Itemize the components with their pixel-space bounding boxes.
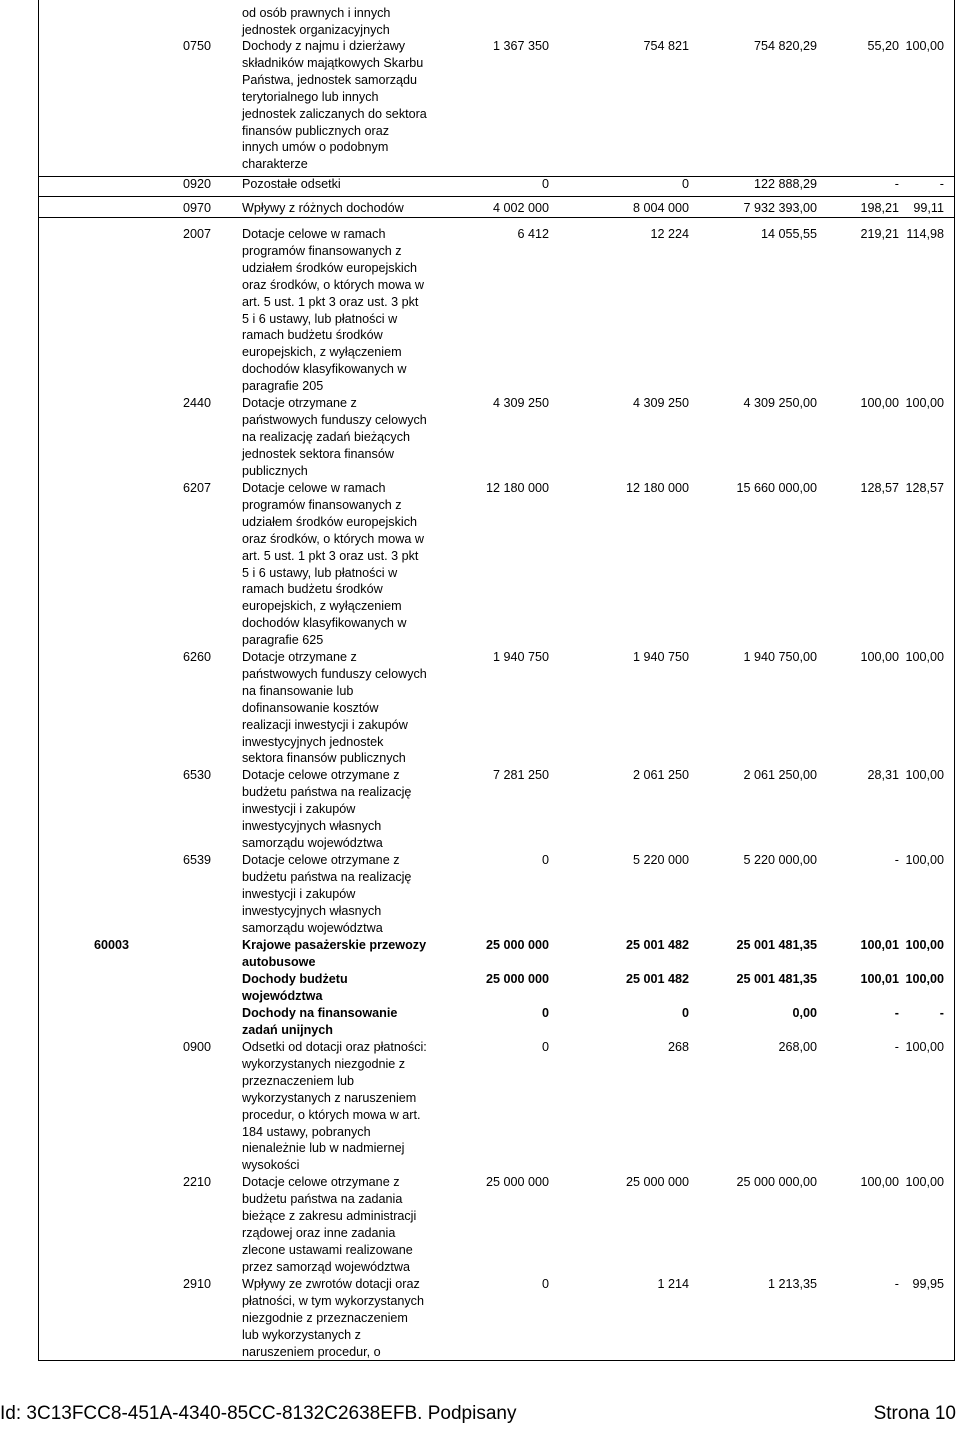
item-name: Dotacje celowe otrzymane z budżetu państwa na zadania bieżące z zakresu administracji rządowej oraz inne zadania zlecone ustawami realizowane przez samorząd województwa (242, 1175, 417, 1274)
item-name: Dotacje celowe otrzymane z budżetu państwa na realizację inwestycji i zakupów inwestycyjnych własnych samorządu województwa (242, 853, 412, 935)
item-name: Dotacje celowe otrzymane z budżetu państwa na realizację inwestycji i zakupów inwestycyjnych własnych samorządu województwa (242, 768, 412, 850)
percent-of-plan-after-changes: 100,00 (905, 650, 944, 664)
plan-value: 1 367 350 (492, 39, 549, 53)
percent-of-plan-after-changes: 99,11 (913, 201, 944, 215)
plan-after-changes: 1 940 750 (632, 650, 689, 664)
percent-of-plan: 100,00 (860, 396, 899, 410)
item-name: Dotacje celowe w ramach programów finansowanych z udziałem środków europejskich oraz środków, o których mowa w art. 5 ust. 1 pkt 3 oraz ust. 3 pkt 5 i 6 ustawy, lub płatności w ramach budżetu środków europejskich, z wyłączeniem dochodów klasyfikowanych w paragrafie 625 (242, 481, 424, 648)
paragraph-code: 6539 (183, 853, 212, 867)
paragraph-code: 0970 (183, 201, 212, 215)
percent-of-plan-after-changes: 100,00 (905, 396, 944, 410)
percent-of-plan-after-changes: 100,00 (905, 39, 944, 53)
executed-value: 268,00 (778, 1040, 817, 1054)
percent-of-plan: 28,31 (867, 768, 899, 782)
plan-after-changes: 0 (681, 177, 689, 191)
paragraph-code: 2440 (183, 396, 212, 410)
plan-after-changes: 12 224 (650, 227, 689, 241)
percent-of-plan-after-changes: 100,00 (905, 768, 944, 782)
plan-value: 0 (541, 1006, 549, 1020)
item-name: od osób prawnych i innych jednostek organizacyjnych (242, 6, 391, 37)
row-separator (39, 196, 954, 197)
plan-value: 7 281 250 (492, 768, 549, 782)
plan-after-changes: 1 214 (657, 1277, 689, 1291)
plan-value: 4 002 000 (492, 201, 549, 215)
item-name: Dochody budżetu województwa (242, 972, 348, 1003)
plan-after-changes: 4 309 250 (632, 396, 689, 410)
executed-value: 4 309 250,00 (743, 396, 817, 410)
plan-value: 25 000 000 (485, 1175, 549, 1189)
paragraph-code: 0750 (183, 39, 212, 53)
percent-of-plan: - (894, 1040, 899, 1054)
percent-of-plan-after-changes: 100,00 (905, 1040, 944, 1054)
paragraph-code: 0920 (183, 177, 212, 191)
plan-value: 25 000 000 (485, 972, 549, 986)
executed-value: 7 932 393,00 (743, 201, 817, 215)
paragraph-code: 0900 (183, 1040, 212, 1054)
percent-of-plan: 198,21 (860, 201, 899, 215)
plan-after-changes: 25 001 482 (625, 938, 689, 952)
plan-after-changes: 5 220 000 (632, 853, 689, 867)
page-footer (0, 1403, 960, 1433)
item-name: Wpływy ze zwrotów dotacji oraz płatności, w tym wykorzystanych niezgodnie z przeznaczeniem lub wykorzystanych z naruszeniem procedur, o (242, 1277, 424, 1359)
paragraph-code: 2210 (183, 1175, 212, 1189)
item-name: Dotacje celowe w ramach programów finansowanych z udziałem środków europejskich oraz środków, o których mowa w art. 5 ust. 1 pkt 3 oraz ust. 3 pkt 5 i 6 ustawy, lub płatności w ramach budżetu środków europejskich, z wyłączeniem dochodów klasyfikowanych w paragrafie 205 (242, 227, 424, 394)
plan-value: 6 412 (517, 227, 549, 241)
plan-value: 0 (541, 1277, 549, 1291)
percent-of-plan-after-changes: 114,98 (906, 227, 944, 241)
percent-of-plan: 100,01 (860, 938, 899, 952)
item-name: Dochody na finansowanie zadań unijnych (242, 1006, 398, 1037)
percent-of-plan: - (894, 177, 899, 191)
percent-of-plan-after-changes: 100,00 (905, 938, 944, 952)
plan-after-changes: 8 004 000 (632, 201, 689, 215)
percent-of-plan: 100,00 (860, 650, 899, 664)
plan-value: 0 (541, 177, 549, 191)
executed-value: 15 660 000,00 (736, 481, 817, 495)
item-name: Krajowe pasażerskie przewozy autobusowe (242, 938, 427, 969)
plan-value: 0 (541, 853, 549, 867)
item-name: Dotacje otrzymane z państwowych funduszy celowych na realizację zadań bieżących jednostek sektora finansów publicznych (242, 396, 427, 478)
document-id: Id: 3C13FCC8-451A-4340-85CC-8132C2638EFB. Podpisany (0, 1403, 517, 1424)
percent-of-plan: 100,01 (860, 972, 899, 986)
paragraph-code: 6207 (183, 481, 212, 495)
item-name: Dotacje otrzymane z państwowych funduszy celowych na finansowanie lub dofinansowanie kosztów realizacji inwestycji i zakupów inwestycyjnych jednostek sektora finansów publicznych (242, 650, 427, 766)
executed-value: 14 055,55 (760, 227, 817, 241)
executed-value: 754 820,29 (753, 39, 817, 53)
item-name: Dochody z najmu i dzierżawy składników majątkowych Skarbu Państwa, jednostek samorządu terytorialnego lub innych jednostek zaliczanych do sektora finansów publicznych oraz innych umów o podobnym charakterze (242, 39, 427, 172)
plan-value: 0 (541, 1040, 549, 1054)
item-name: Odsetki od dotacji oraz płatności: wykorzystanych niezgodnie z przeznaczeniem lub wykorzystanych z naruszeniem procedur, o których mowa w art. 184 ustawy, pobranych nienależnie lub w nadmiernej wysokości (242, 1040, 427, 1173)
plan-after-changes: 25 000 000 (625, 1175, 689, 1189)
item-name: Wpływy z różnych dochodów (242, 201, 404, 215)
plan-after-changes: 268 (667, 1040, 689, 1054)
plan-value: 1 940 750 (492, 650, 549, 664)
percent-of-plan-after-changes: 100,00 (905, 972, 944, 986)
percent-of-plan-after-changes: - (939, 177, 944, 191)
item-name: Pozostałe odsetki (242, 177, 341, 191)
executed-value: 25 001 481,35 (736, 938, 817, 952)
percent-of-plan: - (894, 1006, 899, 1020)
executed-value: 25 000 000,00 (736, 1175, 817, 1189)
plan-after-changes: 754 821 (643, 39, 689, 53)
percent-of-plan-after-changes: 99,95 (912, 1277, 944, 1291)
plan-value: 4 309 250 (492, 396, 549, 410)
executed-value: 0,00 (792, 1006, 817, 1020)
percent-of-plan: 100,00 (860, 1175, 899, 1189)
section-code: 60003 (94, 938, 130, 952)
executed-value: 5 220 000,00 (743, 853, 817, 867)
plan-after-changes: 0 (681, 1006, 689, 1020)
row-separator (39, 217, 954, 218)
executed-value: 1 213,35 (767, 1277, 817, 1291)
percent-of-plan-after-changes: 100,00 (905, 1175, 944, 1189)
percent-of-plan: 219,21 (860, 227, 899, 241)
plan-value: 12 180 000 (485, 481, 549, 495)
percent-of-plan: - (894, 853, 899, 867)
percent-of-plan-after-changes: 128,57 (905, 481, 944, 495)
percent-of-plan: 55,20 (867, 39, 899, 53)
percent-of-plan: 128,57 (860, 481, 899, 495)
plan-after-changes: 12 180 000 (625, 481, 689, 495)
paragraph-code: 2910 (183, 1277, 212, 1291)
executed-value: 1 940 750,00 (743, 650, 817, 664)
paragraph-code: 2007 (183, 227, 212, 241)
paragraph-code: 6530 (183, 768, 212, 782)
percent-of-plan-after-changes: - (939, 1006, 944, 1020)
plan-after-changes: 2 061 250 (632, 768, 689, 782)
executed-value: 2 061 250,00 (743, 768, 817, 782)
percent-of-plan-after-changes: 100,00 (905, 853, 944, 867)
revenue-table (38, 0, 955, 1361)
page-number: Strona 10 (873, 1403, 956, 1424)
plan-value: 25 000 000 (485, 938, 549, 952)
executed-value: 25 001 481,35 (736, 972, 817, 986)
executed-value: 122 888,29 (753, 177, 817, 191)
percent-of-plan: - (894, 1277, 899, 1291)
paragraph-code: 6260 (183, 650, 212, 664)
plan-after-changes: 25 001 482 (625, 972, 689, 986)
